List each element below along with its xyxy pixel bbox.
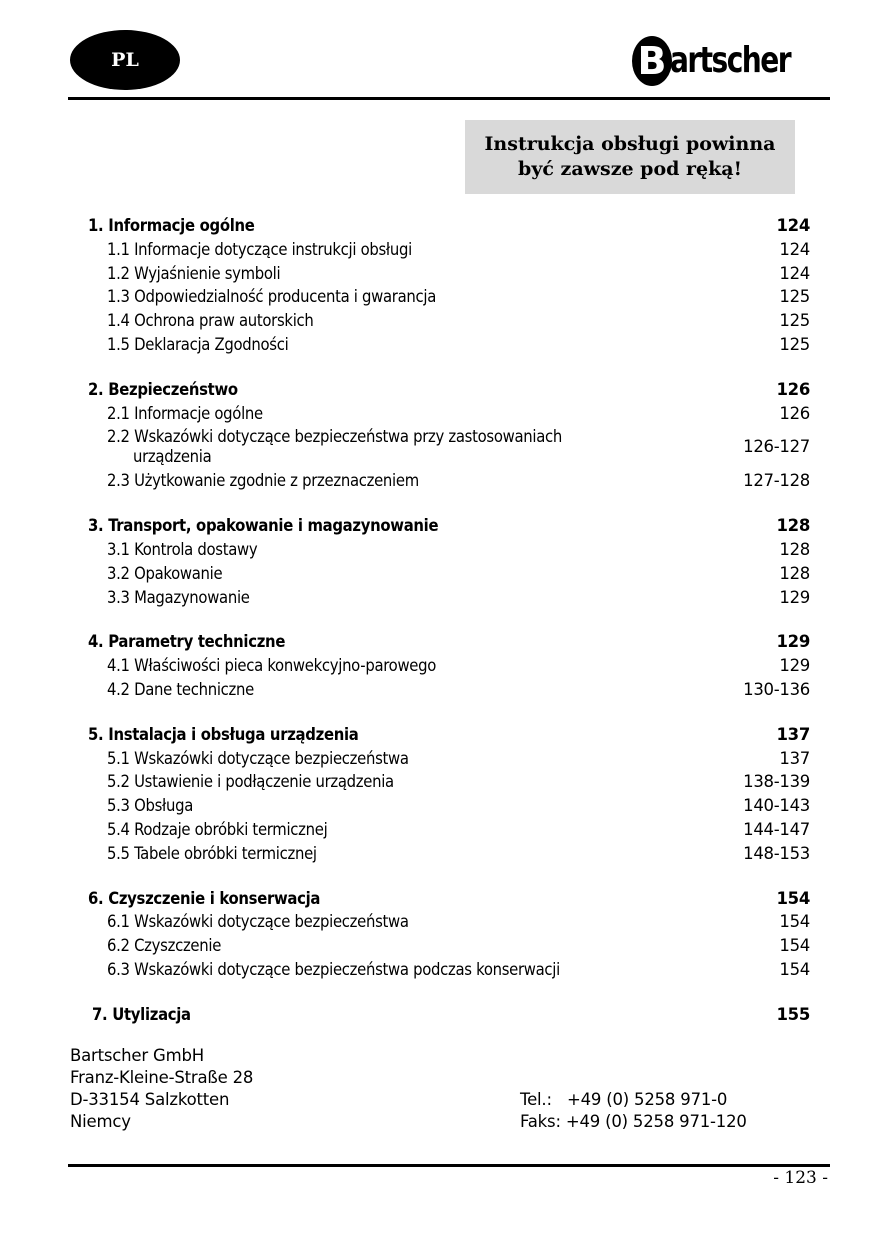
toc-entry[interactable] <box>0 934 878 958</box>
language-badge <box>70 30 180 90</box>
toc-heading-page: 129 <box>776 632 810 652</box>
toc-entry-title: 5.4 Rodzaje obróbki termicznej <box>107 819 328 839</box>
toc-entry-page: 125 <box>779 334 810 354</box>
table-of-contents <box>0 214 878 1048</box>
toc-entry-page: 154 <box>779 936 810 956</box>
notice-line-1: Instrukcja obsługi powinna <box>484 133 776 155</box>
toc-entry[interactable] <box>0 538 878 562</box>
toc-entry-title: 4.1 Właściwości pieca konwekcyjno-parowego <box>107 656 437 676</box>
company-city: D-33154 Salzkotten <box>70 1090 230 1109</box>
toc-entry-page: 125 <box>779 287 810 307</box>
toc-heading-title: 2. Bezpieczeństwo <box>88 379 238 399</box>
toc-entry-page: 127-128 <box>743 471 810 491</box>
toc-entry-title: 6.1 Wskazówki dotyczące bezpieczeństwa <box>107 912 409 932</box>
toc-entry[interactable] <box>0 402 878 426</box>
toc-entry[interactable] <box>0 794 878 818</box>
toc-entry-title: 6.2 Czyszczenie <box>107 936 222 956</box>
toc-entry-page: 126-127 <box>743 437 810 457</box>
toc-entry-page: 140-143 <box>743 796 810 816</box>
toc-heading-page: 128 <box>776 516 810 536</box>
toc-entry[interactable] <box>0 747 878 771</box>
toc-entry-title: 2.3 Użytkowanie zgodnie z przeznaczeniem <box>107 471 419 491</box>
toc-entry-title: 5.1 Wskazówki dotyczące bezpieczeństwa <box>107 748 409 768</box>
toc-entry-title: 2.1 Informacje ogólne <box>107 403 263 423</box>
toc-heading-title: 7. Utylizacja <box>92 1004 191 1024</box>
toc-entry[interactable] <box>0 910 878 934</box>
toc-entry-title: 3.1 Kontrola dostawy <box>107 539 258 559</box>
toc-entry[interactable] <box>0 678 878 702</box>
toc-entry[interactable] <box>0 818 878 842</box>
toc-entry-page: 138-139 <box>743 772 810 792</box>
toc-entry[interactable] <box>0 842 878 866</box>
toc-section-heading[interactable] <box>0 630 878 654</box>
toc-entry-page: 129 <box>779 656 810 676</box>
toc-entry-title: 2.2 Wskazówki dotyczące bezpieczeństwa przy zastosowaniach <box>107 427 562 447</box>
toc-heading-page: 155 <box>776 1004 810 1024</box>
brand-logo-text: artscher <box>670 40 790 81</box>
toc-entry-title: 5.2 Ustawienie i podłączenie urządzenia <box>107 772 394 792</box>
toc-entry-title: 6.3 Wskazówki dotyczące bezpieczeństwa podczas konserwacji <box>107 959 560 979</box>
company-contact <box>520 1089 747 1133</box>
toc-section-heading[interactable] <box>0 887 878 911</box>
toc-section-heading[interactable] <box>0 723 878 747</box>
toc-entry-page: 154 <box>779 912 810 932</box>
company-address <box>70 1045 253 1133</box>
contact-fax: Faks: +49 (0) 5258 971-120 <box>520 1112 747 1131</box>
page-number: - 123 - <box>773 1168 828 1188</box>
toc-entry-page: 124 <box>779 239 810 259</box>
toc-entry-page: 126 <box>779 403 810 423</box>
toc-entry-title: 3.2 Opakowanie <box>107 563 223 583</box>
toc-section-heading[interactable] <box>0 514 878 538</box>
toc-section-heading[interactable] <box>0 378 878 402</box>
toc-entry[interactable] <box>0 285 878 309</box>
toc-heading-title: 5. Instalacja i obsługa urządzenia <box>88 724 359 744</box>
toc-entry[interactable] <box>0 958 878 982</box>
toc-heading-page: 124 <box>776 216 810 235</box>
toc-entry[interactable] <box>0 238 878 262</box>
company-country: Niemcy <box>70 1112 131 1131</box>
toc-entry-title: 5.3 Obsługa <box>107 796 193 816</box>
toc-entry[interactable] <box>0 425 878 469</box>
toc-heading-title: 3. Transport, opakowanie i magazynowanie <box>88 516 439 536</box>
toc-entry-title: 1.1 Informacje dotyczące instrukcji obsługi <box>107 239 412 259</box>
notice-line-2: być zawsze pod ręką! <box>518 158 742 180</box>
toc-heading-title: 6. Czyszczenie i konserwacja <box>88 888 321 908</box>
toc-section <box>0 1003 878 1027</box>
toc-entry-title: 4.2 Dane techniczne <box>107 679 254 699</box>
toc-entry-title: 1.3 Odpowiedzialność producenta i gwarancja <box>107 287 436 307</box>
company-street: Franz-Kleine-Straße 28 <box>70 1068 254 1087</box>
company-name: Bartscher GmbH <box>70 1046 204 1065</box>
toc-section <box>0 214 878 357</box>
toc-heading-title: 1. Informacje ogólne <box>88 216 255 235</box>
toc-heading-page: 137 <box>776 724 810 744</box>
toc-entry-title: 1.4 Ochrona praw autorskich <box>107 311 314 331</box>
header-divider <box>68 97 830 100</box>
toc-entry[interactable] <box>0 262 878 286</box>
language-label: PL <box>111 49 139 71</box>
toc-entry-page: 129 <box>779 587 810 607</box>
manual-notice-box <box>465 120 795 194</box>
toc-entry-title: 1.5 Deklaracja Zgodności <box>107 334 289 354</box>
toc-entry[interactable] <box>0 562 878 586</box>
footer-divider <box>68 1164 830 1167</box>
toc-entry-title: 5.5 Tabele obróbki termicznej <box>107 843 317 863</box>
toc-section <box>0 887 878 982</box>
toc-section <box>0 514 878 609</box>
toc-entry-title-multiline <box>107 427 667 467</box>
brand-logo <box>632 34 824 88</box>
toc-entry-title-continuation: urządzenia <box>133 447 212 467</box>
toc-section <box>0 630 878 701</box>
toc-heading-page: 154 <box>776 888 810 908</box>
toc-section-heading[interactable] <box>0 1003 878 1027</box>
toc-entry-title: 3.3 Magazynowanie <box>107 587 250 607</box>
toc-entry-page: 137 <box>779 748 810 768</box>
toc-entry-page: 128 <box>779 539 810 559</box>
toc-entry[interactable] <box>0 333 878 357</box>
toc-section-heading[interactable] <box>0 214 878 238</box>
toc-entry-page: 128 <box>779 563 810 583</box>
toc-entry[interactable] <box>0 309 878 333</box>
toc-entry-page: 130-136 <box>743 679 810 699</box>
toc-entry[interactable] <box>0 654 878 678</box>
toc-entry-page: 148-153 <box>743 843 810 863</box>
toc-entry-page: 125 <box>779 311 810 331</box>
toc-section <box>0 723 878 866</box>
toc-entry-page: 124 <box>779 263 810 283</box>
toc-entry-title: 1.2 Wyjaśnienie symboli <box>107 263 281 283</box>
toc-entry[interactable] <box>0 469 878 493</box>
contact-phone: Tel.: +49 (0) 5258 971-0 <box>520 1090 728 1109</box>
toc-section <box>0 378 878 493</box>
toc-entry-page: 144-147 <box>743 819 810 839</box>
toc-entry-page: 154 <box>779 959 810 979</box>
toc-entry[interactable] <box>0 770 878 794</box>
toc-heading-page: 126 <box>776 379 810 399</box>
toc-heading-title: 4. Parametry techniczne <box>88 632 286 652</box>
toc-entry[interactable] <box>0 586 878 610</box>
brand-logo-initial: B <box>632 36 672 86</box>
